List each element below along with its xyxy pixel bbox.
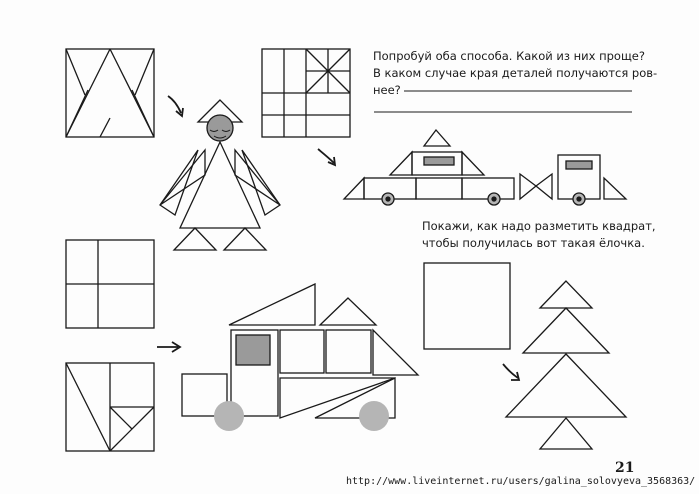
square-pattern-quarters (66, 240, 154, 328)
page-number: 21 (615, 460, 635, 476)
fir-tree (506, 281, 626, 449)
arrow-icon (503, 364, 519, 380)
question1-line3: нее? (373, 83, 401, 97)
question2-line1: Покажи, как надо разметить квадрат, (422, 219, 656, 233)
question1-line1: Попробуй оба способа. Какой из них проще? (373, 49, 645, 63)
truck-figure (182, 284, 418, 431)
arrow-icon (318, 149, 335, 165)
arrow-icon (168, 96, 183, 116)
square-pattern-diagonal (66, 363, 154, 451)
question2-line2: чтобы получилась вот такая ёлочка. (422, 236, 645, 250)
watermark-url[interactable]: http://www.liveinternet.ru/users/galina_solovyeva_3568363/ (346, 476, 696, 487)
square-pattern-triangles (66, 49, 154, 137)
square-pattern-star (262, 49, 350, 137)
answer-lines (374, 91, 632, 112)
car-train (344, 130, 626, 205)
blank-square[interactable] (424, 263, 510, 349)
question1-line2: В каком случае края деталей получаются ров- (373, 66, 658, 80)
arrow-icon (157, 342, 180, 352)
